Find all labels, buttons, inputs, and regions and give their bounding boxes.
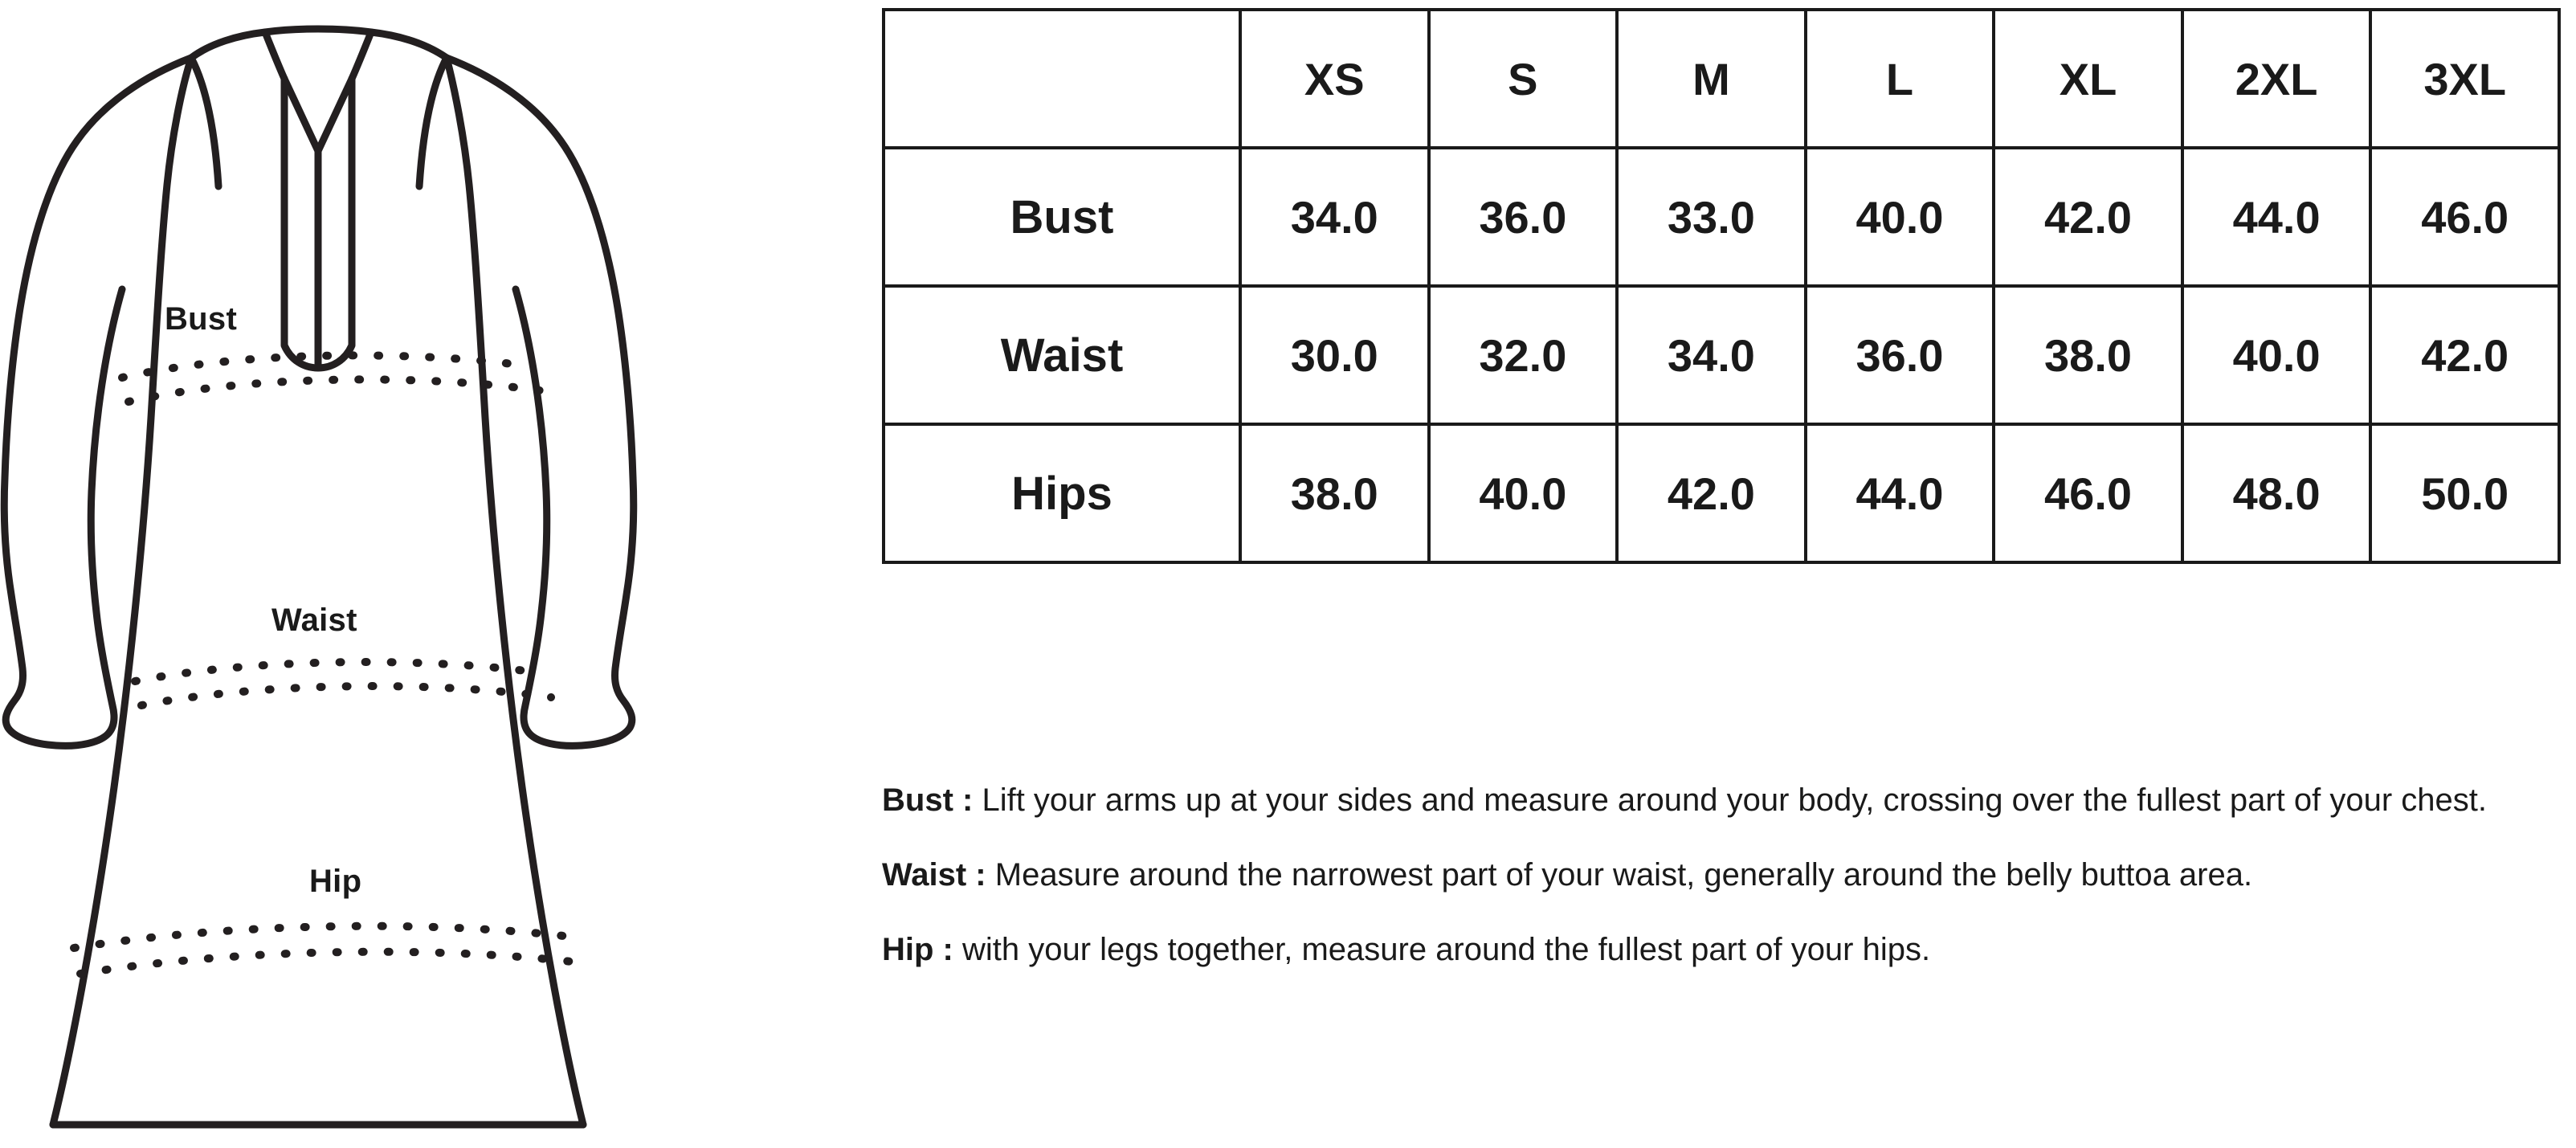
note-hip-text: with your legs together, measure around the fullest part of your hips. xyxy=(953,932,1931,968)
waist-measure-line xyxy=(135,662,551,705)
table-row xyxy=(884,286,2559,424)
cell-hips-xl: 46.0 xyxy=(1994,424,2182,562)
cell-bust-3xl: 46.0 xyxy=(2370,148,2559,286)
column-header-xl: XL xyxy=(1994,10,2182,148)
cell-bust-m: 33.0 xyxy=(1617,148,1806,286)
cell-bust-l: 40.0 xyxy=(1806,148,1994,286)
kurti-line-drawing-icon xyxy=(0,0,868,1148)
hip-measure-line xyxy=(74,926,591,974)
hip-marker-label: Hip xyxy=(309,864,362,899)
column-header-2xl: 2XL xyxy=(2182,10,2371,148)
cell-bust-s: 36.0 xyxy=(1429,148,1618,286)
cell-hips-m: 42.0 xyxy=(1617,424,1806,562)
note-bust xyxy=(882,779,2545,822)
bust-marker-label: Bust xyxy=(165,301,238,337)
row-header-bust: Bust xyxy=(884,148,1240,286)
note-waist-term: Waist : xyxy=(882,857,986,893)
size-chart-body xyxy=(884,148,2559,562)
table-corner-cell xyxy=(884,10,1240,148)
size-information-panel xyxy=(868,0,2576,1148)
column-header-3xl: 3XL xyxy=(2370,10,2559,148)
note-hip-term: Hip : xyxy=(882,932,953,968)
table-header-row xyxy=(884,10,2559,148)
table-row xyxy=(884,424,2559,562)
size-chart-table xyxy=(882,8,2561,564)
row-header-hips: Hips xyxy=(884,424,1240,562)
note-bust-term: Bust : xyxy=(882,782,974,818)
note-waist-text: Measure around the narrowest part of your waist, generally around the belly buttoa area. xyxy=(986,857,2253,893)
column-header-l: L xyxy=(1806,10,1994,148)
cell-waist-2xl: 40.0 xyxy=(2182,286,2371,424)
size-chart-header xyxy=(884,10,2559,148)
cell-bust-xs: 34.0 xyxy=(1240,148,1429,286)
cell-hips-3xl: 50.0 xyxy=(2370,424,2559,562)
note-hip xyxy=(882,929,2545,971)
cell-waist-xs: 30.0 xyxy=(1240,286,1429,424)
cell-waist-xl: 38.0 xyxy=(1994,286,2182,424)
column-header-xs: XS xyxy=(1240,10,1429,148)
cell-bust-2xl: 44.0 xyxy=(2182,148,2371,286)
cell-waist-s: 32.0 xyxy=(1429,286,1618,424)
cell-waist-3xl: 42.0 xyxy=(2370,286,2559,424)
column-header-m: M xyxy=(1617,10,1806,148)
column-header-s: S xyxy=(1429,10,1618,148)
cell-waist-l: 36.0 xyxy=(1806,286,1994,424)
cell-hips-2xl: 48.0 xyxy=(2182,424,2371,562)
cell-bust-xl: 42.0 xyxy=(1994,148,2182,286)
measurement-instructions xyxy=(882,747,2545,972)
table-row xyxy=(884,148,2559,286)
cell-hips-l: 44.0 xyxy=(1806,424,1994,562)
row-header-waist: Waist xyxy=(884,286,1240,424)
note-bust-text: Lift your arms up at your sides and measure around your body, crossing over the fullest part of your chest. xyxy=(973,782,2487,818)
note-waist xyxy=(882,854,2545,897)
waist-marker-label: Waist xyxy=(271,603,357,638)
cell-hips-s: 40.0 xyxy=(1429,424,1618,562)
garment-illustration-panel xyxy=(0,0,868,1148)
cell-hips-xs: 38.0 xyxy=(1240,424,1429,562)
cell-waist-m: 34.0 xyxy=(1617,286,1806,424)
